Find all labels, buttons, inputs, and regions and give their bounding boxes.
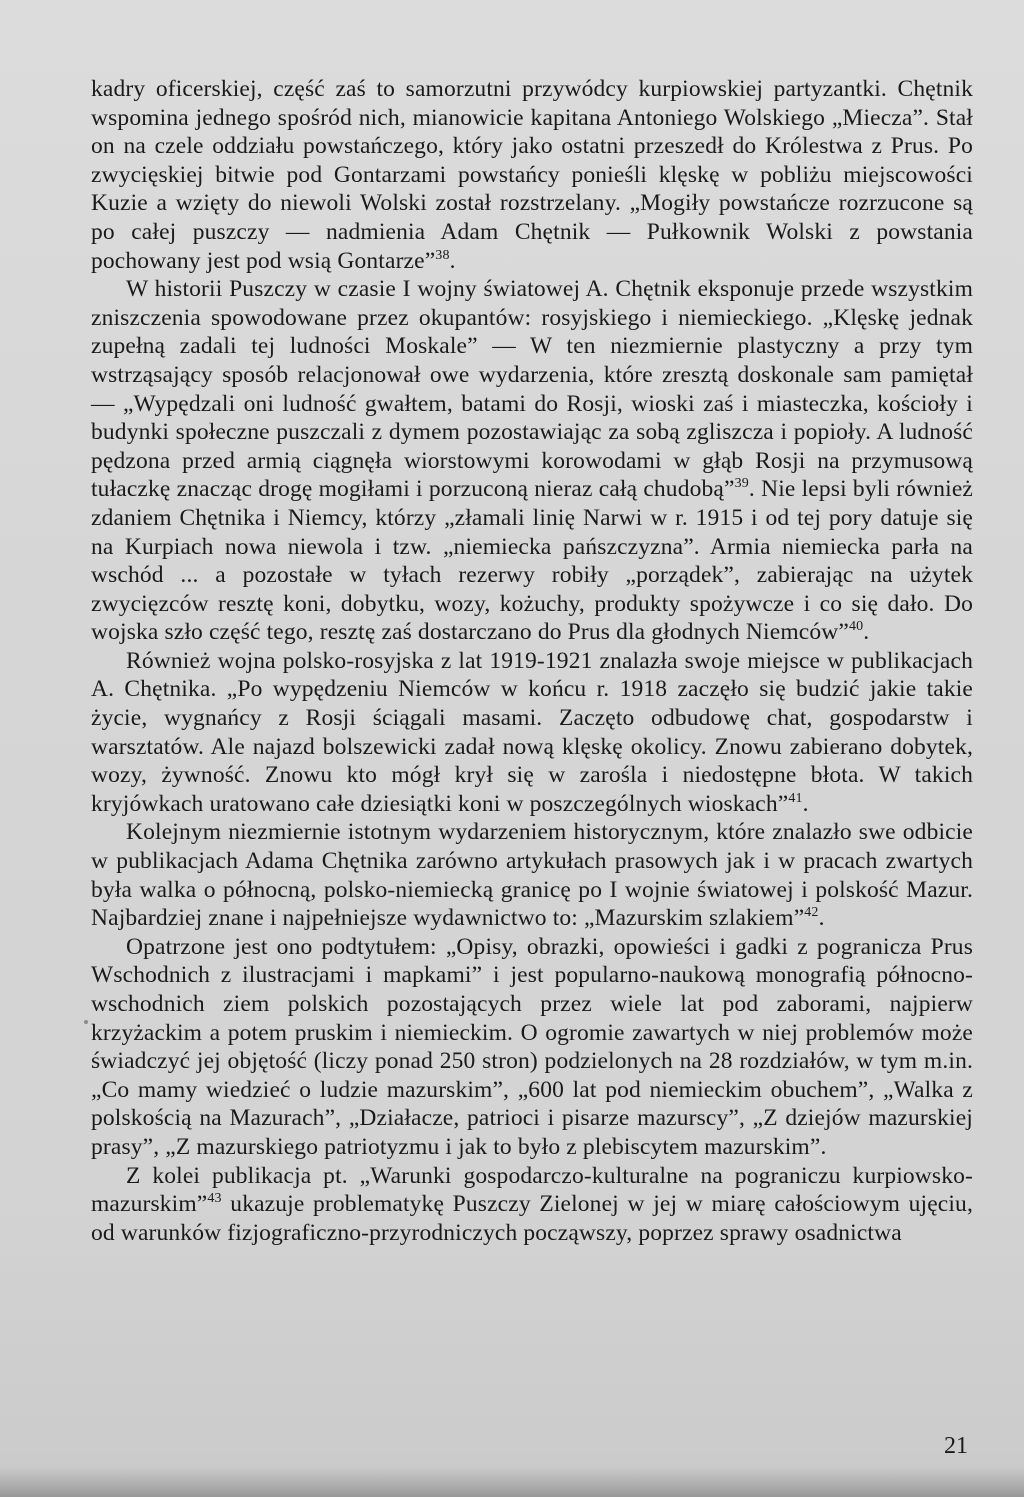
footnote-ref-43: 43 <box>207 1191 222 1207</box>
paragraph-1: kadry oficerskiej, część zaś to samorzutni przywódcy kurpiowskiej partyzantki. Chętnik wspomina jednego spośród nich, mianowicie kapitana Antoniego Wolskiego „Miecza”. Stał on na czele oddziału powstańczego, który jako ostatni przeszedł do Królestwa z Prus. Po zwycięskiej bitwie pod Gontarzami powstańcy ponieśli klęskę w pobliżu miejscowości Kuzie a wzięty do niewoli Wolski został rozstrzelany. „Mogiły powstańcze rozrzucone są po całej puszczy — nadmienia Adam Chętnik — Pułkownik Wolski z powstania pochowany jest pod wsią Gontarze”$^{38}$. <box>91 76 973 274</box>
paragraph-6: Z kolei publikacja pt. „Warunki gospodarczo-kulturalne na pograniczu kurpiowsko-mazurskim”$^{43}$ ukazuje problematykę Puszczy Zielonej w jej w miarę całościowym ujęciu, od warunków fizjograficzno-przyrodniczych począwszy, poprzez sprawy osadnictwa <box>91 1162 973 1246</box>
footnote-ref-42: 42 <box>804 905 819 921</box>
footnote-ref-40: 40 <box>848 619 864 635</box>
footnote-ref-39: 39 <box>734 476 749 492</box>
footnote-ref-41: 41 <box>788 790 803 806</box>
scan-edge-shadow <box>0 1467 1024 1497</box>
footnote-ref-38: 38 <box>435 247 450 263</box>
page-number: 21 <box>944 1433 968 1459</box>
paragraph-5: Opatrzone jest ono podtytułem: „Opisy, obrazki, opowieści i gadki z pogranicza Prus Wschodnich z ilustracjami i mapkami” i jest popularno-naukową monografią północno-wschodnich ziem polskich pozostających przez wiele lat pod zaborami, najpierw krzyżackim a potem pruskim i niemieckim. O ogromie zawartych w niej problemów może świadczyć jej objętość (liczy ponad 250 stron) podzielonych na 28 rozdziałów, w tym m.in. „Co mamy wiedzieć o ludzie mazurskim”, „600 lat pod niemieckim obuchem”, „Walka z polskością na Mazurach”, „Działacze, patrioci i pisarze mazurscy”, „Z dziejów mazurskiej prasy”, „Z mazurskiego patriotyzmu i jak to było z plebiscytem mazurskim”. <box>91 933 973 1160</box>
paragraph-3: Również wojna polsko-rosyjska z lat 1919-1921 znalazła swoje miejsce w publikacjach A. Chętnika. „Po wypędzeniu Niemców w końcu r. 1918 zaczęło się budzić jakie takie życie, wygnańcy z Rosji ściągali masami. Zaczęto odbudowę chat, gospodarstw i warsztatów. Ale najazd bolszewicki zadał nową klęskę okolicy. Znowu zabierano dobytek, wozy, żywność. Znowu kto mógł krył się w zarośla i niedostępne błota. W takich kryjówkach uratowano całe dziesiątki koni w poszczególnych wioskach”$^{41}$. <box>91 647 973 817</box>
scan-speck <box>84 1020 88 1024</box>
body-text <box>91 75 973 1247</box>
paragraph-2: W historii Puszczy w czasie I wojny światowej A. Chętnik eksponuje przede wszystkim zniszczenia spowodowane przez okupantów: rosyjskiego i niemieckiego. „Klęskę jednak zupełną zadali tej ludności Moskale” — W ten niezmiernie plastyczny a przy tym wstrząsający sposób relacjonował owe wydarzenia, które zresztą doskonale sam pamiętał — „Wypędzali oni ludność gwałtem, batami do Rosji, wioski zaś i miasteczka, kościoły i budynki społeczne puszczali z dymem pozostawiając za sobą zgliszcza i popioły. A ludność pędzona przed armią ciągnęła wiorstowymi korowodami w głąb Rosji na przymusową tułaczkę znacząc drogę mogiłami i porzuconą nieraz całą chudobą”$^{39}$. Nie lepsi byli również zdaniem Chętnika i Niemcy, którzy „złamali linię Narwi w r. 1915 i od tej pory datuje się na Kurpiach nowa niewola i tzw. „niemiecka pańszczyzna”. Armia niemiecka parła na wschód ... a pozostałe w tyłach rezerwy robiły „porządek”, zabierając na użytek zwycięzców resztę koni, dobytku, wozy, kożuchy, produkty spożywcze i co się dało. Do wojska szło część tego, resztę zaś dostarczano do Prus dla głodnych Niemców”$^{40}$. <box>91 276 973 646</box>
paragraph-4: Kolejnym niezmiernie istotnym wydarzeniem historycznym, które znalazło swe odbicie w publikacjach Adama Chętnika zarówno artykułach prasowych jak i w pracach zwartych była walka o północną, polsko-niemiecką granicę po I wojnie światowej i polskość Mazur. Najbardziej znane i najpełniejsze wydawnictwo to: „Mazurskim szlakiem”$^{42}$. <box>91 819 973 932</box>
